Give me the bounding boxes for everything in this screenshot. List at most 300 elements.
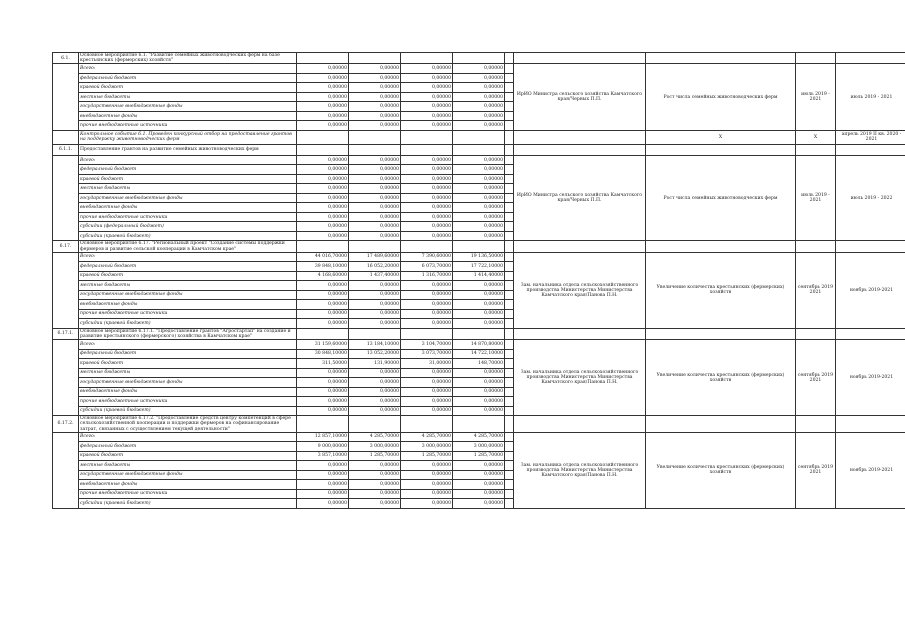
empty-value-cell [349,416,401,433]
empty-value-cell [401,53,453,64]
empty-end-cell [836,328,905,339]
row-label: субсидии (краевой бюджет) [79,499,297,509]
responsible-executor: Зам. начальника отдела сельскохозяйственного производства Министерства Министерства Камчатского края/Панова П.Н. [514,252,646,328]
amount-value: 0,00000 [453,489,505,499]
spacer-cell [505,111,514,121]
amount-value: 3 104,70000 [401,340,453,350]
amount-value: 0,00000 [349,387,401,397]
row-label: краевой бюджет [79,174,297,184]
amount-value: 0,00000 [349,368,401,378]
document-sheet [52,52,902,509]
amount-value: 0,00000 [453,461,505,471]
section-title: Основное мероприятие 6.17.1. "Предоставление грантов "Агростартап" на создание и развитие крестьянского (фермерского) хозяйства в Камчатском крае" [79,328,297,339]
spacer-cell [505,231,514,241]
amount-value: 0,00000 [349,165,401,175]
amount-value: 0,00000 [401,165,453,175]
row-label: Всего: [79,252,297,262]
section-code: 6.1. [53,53,79,64]
amount-value: 0,00000 [297,309,349,319]
row-label: прочие внебюджетные источники [79,397,297,407]
amount-value: 0,00000 [453,83,505,93]
amount-value: 4 285,70000 [401,432,453,442]
spacer-cell [505,53,514,64]
end-date: июль 2019 - 2022 [836,155,905,241]
amount-value: 0,00000 [349,300,401,310]
amount-value: 0,00000 [349,378,401,388]
budget-row [53,252,905,262]
amount-value: 0,00000 [349,64,401,74]
spacer-cell [505,281,514,291]
event-date: апрель 2019 II кв. 2020 - 2021 [836,130,905,144]
spacer-cell [505,121,514,131]
section-code: 6.1.1. [53,144,79,155]
end-date: ноябрь 2019-2021 [836,252,905,328]
amount-value: 0,00000 [349,203,401,213]
empty-end-cell [836,53,905,64]
amount-value: 0,00000 [453,73,505,83]
amount-value: 0,00000 [297,300,349,310]
empty-value-cell [297,144,349,155]
amount-value: 9 000,00000 [297,442,349,452]
amount-value: 0,00000 [453,184,505,194]
row-label: государственные внебюджетные фонды [79,193,297,203]
empty-responsible-cell [514,53,646,64]
amount-value: 0,00000 [453,319,505,329]
amount-value: 14 722,10000 [453,349,505,359]
amount-value: 0,00000 [453,378,505,388]
amount-value: 0,00000 [401,203,453,213]
empty-value-cell [349,328,401,339]
amount-value: 1 285,70000 [349,451,401,461]
section-code: 6.17.2. [53,416,79,433]
start-date: июль 2019 - 2021 [796,155,836,241]
spacer-cell [505,252,514,262]
code-cell [53,432,79,508]
section-title: Основное мероприятие 6.17. "Региональный проект "Создание системы поддержки фермеров и развитие сельской кооперации в Камчатском крае" [79,241,297,252]
amount-value: 0,00000 [453,222,505,232]
amount-value: 0,00000 [401,406,453,416]
amount-value: 0,00000 [297,203,349,213]
empty-result-cell [646,328,796,339]
amount-value: 0,00000 [297,378,349,388]
amount-value: 0,00000 [401,102,453,112]
amount-value: 0,00000 [401,184,453,194]
amount-value: 0,00000 [401,470,453,480]
responsible-executor: Зам. начальника отдела сельскохозяйственного производства Министерства Министерства Камчатского края/Панова П.Н. [514,340,646,416]
amount-value: 0,00000 [401,111,453,121]
amount-value: 44 016,70000 [297,252,349,262]
spacer-cell [505,64,514,74]
amount-value: 0,00000 [297,155,349,165]
amount-value: 0,00000 [401,73,453,83]
event-mark: Х [796,130,836,144]
amount-value: 0,00000 [453,387,505,397]
spacer-cell [505,397,514,407]
empty-value-cell [297,328,349,339]
spacer-cell [505,309,514,319]
spacer-cell [505,340,514,350]
budget-table [52,52,905,509]
amount-value: 0,00000 [349,212,401,222]
amount-value: 311,50000 [297,359,349,369]
amount-value: 0,00000 [349,111,401,121]
spacer-cell [505,241,514,252]
spacer-cell [505,262,514,272]
start-date: сентябрь 2019 2021 [796,432,836,508]
amount-value: 0,00000 [297,222,349,232]
amount-value: 0,00000 [453,300,505,310]
amount-value: 0,00000 [297,319,349,329]
amount-value: 0,00000 [349,309,401,319]
amount-value: 0,00000 [297,397,349,407]
amount-value: 39 848,10000 [297,262,349,272]
row-label: федеральный бюджет [79,165,297,175]
amount-value: 0,00000 [401,83,453,93]
empty-value-cell [453,53,505,64]
amount-value: 0,00000 [401,92,453,102]
event-mark: Х [646,130,796,144]
amount-value: 0,00000 [401,281,453,291]
spacer-cell [505,271,514,281]
empty-end-cell [836,144,905,155]
amount-value: 1 414,40000 [453,271,505,281]
row-label: государственные внебюджетные фонды [79,378,297,388]
amount-value: 4 168,60000 [297,271,349,281]
amount-value: 0,00000 [297,64,349,74]
row-label: федеральный бюджет [79,73,297,83]
empty-value-cell [349,144,401,155]
empty-start-cell [796,53,836,64]
section-code: 6.17. [53,241,79,252]
amount-value: 0,00000 [453,397,505,407]
amount-value: 0,00000 [453,155,505,165]
spacer-cell [505,387,514,397]
row-label: субсидии (федеральный бюджет) [79,222,297,232]
amount-value: 0,00000 [349,102,401,112]
row-label: краевой бюджет [79,83,297,93]
section-code: 6.17.1. [53,328,79,339]
empty-result-cell [646,416,796,433]
amount-value: 0,00000 [297,174,349,184]
event-title: Контрольное событие 6.1. Проведен конкурсный отбор на предоставление грантов на поддержку животноводческих ферм [79,130,297,144]
amount-value: 4 285,70000 [453,432,505,442]
amount-value: 0,00000 [453,193,505,203]
budget-row [53,155,905,165]
empty-value-cell [401,130,453,144]
amount-value: 0,00000 [401,378,453,388]
amount-value: 31 159,60000 [297,340,349,350]
section-title: Предоставление грантов на развитие семейных животноводческих ферм [79,144,297,155]
amount-value: 0,00000 [297,102,349,112]
amount-value: 0,00000 [297,470,349,480]
amount-value: 3 000,00000 [401,442,453,452]
empty-start-cell [796,241,836,252]
expected-result: Увеличение количества крестьянских (фермерских) хозяйств [646,432,796,508]
start-date: сентябрь 2019 2021 [796,252,836,328]
empty-value-cell [453,416,505,433]
row-label: местные бюджеты [79,92,297,102]
amount-value: 13 184,10000 [349,340,401,350]
spacer-cell [505,130,514,144]
amount-value: 7 390,60000 [401,252,453,262]
end-date: ноябрь 2019-2021 [836,432,905,508]
empty-value-cell [453,328,505,339]
empty-result-cell [646,241,796,252]
amount-value: 0,00000 [453,121,505,131]
amount-value: 1 285,70000 [401,451,453,461]
amount-value: 1 437,40000 [349,271,401,281]
amount-value: 0,00000 [349,461,401,471]
amount-value: 0,00000 [401,319,453,329]
spacer-cell [505,73,514,83]
amount-value: 0,00000 [401,300,453,310]
responsible-executor: Зам. начальника отдела сельскохозяйственного производства Министерства Министерства Камчатского края/Панова П.Н. [514,432,646,508]
empty-value-cell [401,241,453,252]
amount-value: 0,00000 [401,121,453,131]
empty-end-cell [836,241,905,252]
spacer-cell [505,319,514,329]
row-label: краевой бюджет [79,271,297,281]
empty-responsible-cell [514,328,646,339]
spacer-cell [505,155,514,165]
amount-value: 0,00000 [349,174,401,184]
amount-value: 0,00000 [349,193,401,203]
amount-value: 0,00000 [349,290,401,300]
amount-value: 0,00000 [401,368,453,378]
end-date: ноябрь 2019-2021 [836,340,905,416]
spacer-cell [505,165,514,175]
start-date: сентябрь 2019 2021 [796,340,836,416]
amount-value: 0,00000 [401,309,453,319]
end-date: июль 2019 - 2021 [836,64,905,131]
row-label: прочие внебюджетные источники [79,309,297,319]
amount-value: 0,00000 [297,368,349,378]
empty-responsible-cell [514,241,646,252]
responsible-executor: ИрИО Министра сельского хозяйства Камчатского края/Черных П.П. [514,155,646,241]
expected-result: Увеличение количества крестьянских (фермерских) хозяйств [646,252,796,328]
section-header-row [53,241,905,252]
expected-result: Рост числа семейных животноводческих ферм [646,64,796,131]
spacer-cell [505,349,514,359]
empty-value-cell [453,241,505,252]
amount-value: 0,00000 [297,231,349,241]
expected-result: Увеличение количества крестьянских (фермерских) хозяйств [646,340,796,416]
spacer-cell [505,451,514,461]
amount-value: 0,00000 [349,489,401,499]
amount-value: 1 316,70000 [401,271,453,281]
row-label: субсидии (краевой бюджет) [79,406,297,416]
amount-value: 0,00000 [297,193,349,203]
spacer-cell [505,406,514,416]
amount-value: 14 870,80000 [453,340,505,350]
budget-row [53,432,905,442]
amount-value: 0,00000 [453,165,505,175]
start-date: июль 2019 - 2021 [796,64,836,131]
empty-start-cell [796,144,836,155]
amount-value: 0,00000 [297,281,349,291]
code-cell [53,64,79,131]
empty-responsible-cell [514,144,646,155]
row-label: прочие внебюджетные источники [79,489,297,499]
amount-value: 0,00000 [349,406,401,416]
amount-value: 0,00000 [349,184,401,194]
budget-row [53,340,905,350]
amount-value: 0,00000 [453,499,505,509]
row-label: внебюджетные фонды [79,387,297,397]
expected-result: Рост числа семейных животноводческих ферм [646,155,796,241]
amount-value: 0,00000 [401,397,453,407]
amount-value: 0,00000 [453,406,505,416]
amount-value: 0,00000 [349,73,401,83]
responsible-executor: ИрИО Министра сельского хозяйства Камчатского края/Черных П.П. [514,64,646,131]
row-label: федеральный бюджет [79,349,297,359]
empty-value-cell [297,416,349,433]
amount-value: 0,00000 [453,470,505,480]
amount-value: 0,00000 [401,480,453,490]
empty-start-cell [796,416,836,433]
amount-value: 0,00000 [349,319,401,329]
amount-value: 131,90000 [349,359,401,369]
row-label: прочие внебюджетные источники [79,121,297,131]
amount-value: 0,00000 [401,222,453,232]
empty-responsible-cell [514,130,646,144]
row-label: внебюджетные фонды [79,300,297,310]
amount-value: 0,00000 [401,212,453,222]
amount-value: 0,00000 [349,470,401,480]
amount-value: 0,00000 [401,231,453,241]
amount-value: 0,00000 [297,121,349,131]
row-label: краевой бюджет [79,451,297,461]
row-label: внебюджетные фонды [79,111,297,121]
amount-value: 0,00000 [297,165,349,175]
spacer-cell [505,442,514,452]
amount-value: 0,00000 [453,203,505,213]
amount-value: 0,00000 [349,281,401,291]
spacer-cell [505,203,514,213]
row-label: Всего: [79,340,297,350]
amount-value: 148,70000 [453,359,505,369]
amount-value: 0,00000 [349,231,401,241]
amount-value: 0,00000 [297,499,349,509]
row-label: местные бюджеты [79,461,297,471]
amount-value: 3 000,00000 [349,442,401,452]
empty-value-cell [297,130,349,144]
row-label: субсидии (краевой бюджет) [79,319,297,329]
amount-value: 0,00000 [401,461,453,471]
spacer-cell [505,184,514,194]
empty-value-cell [401,328,453,339]
row-label: внебюджетные фонды [79,203,297,213]
amount-value: 17 489,60000 [349,252,401,262]
row-label: субсидии (краевой бюджет) [79,231,297,241]
empty-value-cell [297,53,349,64]
section-header-row [53,328,905,339]
row-label: государственные внебюджетные фонды [79,290,297,300]
row-label: федеральный бюджет [79,262,297,272]
amount-value: 31,00000 [401,359,453,369]
row-label: местные бюджеты [79,368,297,378]
spacer-cell [505,480,514,490]
spacer-cell [505,368,514,378]
amount-value: 0,00000 [349,155,401,165]
empty-value-cell [453,144,505,155]
amount-value: 16 052,20000 [349,262,401,272]
amount-value: 0,00000 [401,290,453,300]
spacer-cell [505,470,514,480]
row-label: Всего: [79,64,297,74]
spacer-cell [505,499,514,509]
empty-value-cell [401,144,453,155]
empty-start-cell [796,328,836,339]
row-label: государственные внебюджетные фонды [79,102,297,112]
amount-value: 12 857,10000 [297,432,349,442]
amount-value: 0,00000 [349,222,401,232]
amount-value: 0,00000 [453,309,505,319]
amount-value: 0,00000 [349,397,401,407]
amount-value: 0,00000 [401,499,453,509]
amount-value: 0,00000 [453,64,505,74]
spacer-cell [505,92,514,102]
empty-value-cell [297,241,349,252]
amount-value: 6 073,70000 [401,262,453,272]
amount-value: 0,00000 [453,92,505,102]
spacer-cell [505,378,514,388]
empty-value-cell [401,416,453,433]
spacer-cell [505,193,514,203]
amount-value: 30 848,10000 [297,349,349,359]
empty-end-cell [836,416,905,433]
amount-value: 0,00000 [401,489,453,499]
spacer-cell [505,300,514,310]
section-title: Основное мероприятие 6.17.2. "Предоставление средств центру компетенций в сфере сельскохозяйственной кооперации и поддержки фермеров на софинансирование затрат, связанных с осуществлением текущей деятельности" [79,416,297,433]
amount-value: 13 052,20000 [349,349,401,359]
code-cell [53,155,79,241]
amount-value: 3 857,10000 [297,451,349,461]
amount-value: 0,00000 [453,368,505,378]
amount-value: 19 136,50000 [453,252,505,262]
amount-value: 0,00000 [297,461,349,471]
amount-value: 0,00000 [297,83,349,93]
amount-value: 0,00000 [453,102,505,112]
amount-value: 3 000,00000 [453,442,505,452]
amount-value: 0,00000 [349,499,401,509]
code-cell [53,130,79,144]
row-label: местные бюджеты [79,184,297,194]
empty-value-cell [453,130,505,144]
amount-value: 0,00000 [297,480,349,490]
spacer-cell [505,222,514,232]
row-label: местные бюджеты [79,281,297,291]
empty-result-cell [646,144,796,155]
amount-value: 0,00000 [453,290,505,300]
empty-value-cell [349,130,401,144]
amount-value: 0,00000 [297,73,349,83]
amount-value: 0,00000 [349,83,401,93]
row-label: прочие внебюджетные источники [79,212,297,222]
amount-value: 0,00000 [297,111,349,121]
section-header-row [53,53,905,64]
empty-value-cell [349,241,401,252]
spacer-cell [505,432,514,442]
amount-value: 0,00000 [349,121,401,131]
amount-value: 0,00000 [297,489,349,499]
spacer-cell [505,83,514,93]
spacer-cell [505,144,514,155]
spacer-cell [505,174,514,184]
amount-value: 0,00000 [297,387,349,397]
amount-value: 0,00000 [297,92,349,102]
empty-responsible-cell [514,416,646,433]
